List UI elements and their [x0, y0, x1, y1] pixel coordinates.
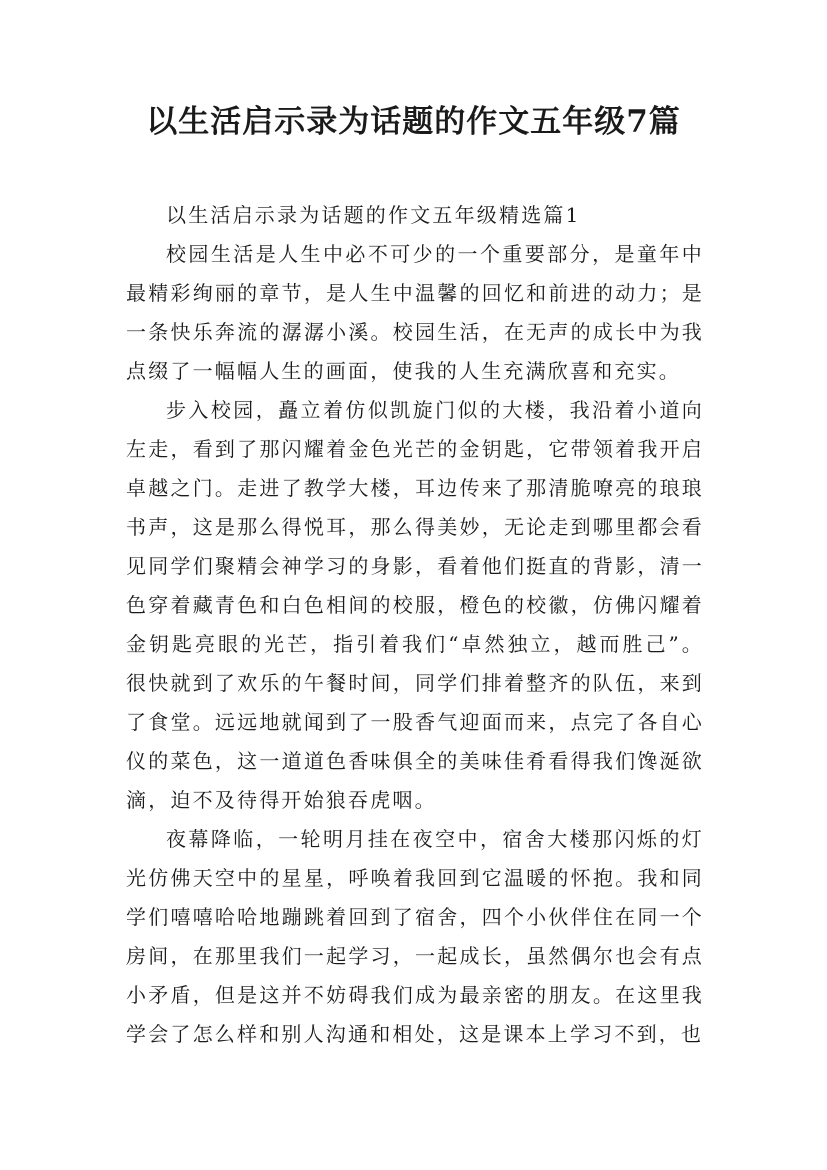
document-title: 以生活启示录为话题的作文五年级7篇: [146, 104, 681, 140]
document-body: [126, 196, 704, 1054]
section-heading: 以生活启示录为话题的作文五年级精选篇1: [166, 203, 581, 227]
paragraph-1: 校园生活是人生中必不可少的一个重要部分，是童年中最精彩绚丽的章节，是人生中温馨的回忆和前进的动力；是一条快乐奔流的潺潺小溪。校园生活，在无声的成长中为我点缀了一幅幅人生的画面，使我的人生充满欣喜和充实。: [126, 242, 704, 383]
paragraph-3: 夜幕降临，一轮明月挂在夜空中，宿舍大楼那闪烁的灯光仿佛天空中的星星，呼唤着我回到它温暖的怀抱。我和同学们嘻嘻哈哈地蹦跳着回到了宿舍，四个小伙伴住在同一个房间，在那里我们一起学习，一起成长，虽然偶尔也会有点小矛盾，但是这并不妨碍我们成为最亲密的朋友。在这里我学会了怎么样和别人沟通和相处，这是课本上学习不到，也: [126, 827, 704, 1046]
paragraph-2: 步入校园，矗立着仿似凯旋门似的大楼，我沿着小道向左走，看到了那闪耀着金色光芒的金钥匙，它带领着我开启卓越之门。走进了教学大楼，耳边传来了那清脆嘹亮的琅琅书声，这是那么得悦耳，那么得美妙，无论走到哪里都会看见同学们聚精会神学习的身影，看着他们挺直的背影，清一色穿着藏青色和白色相间的校服，橙色的校徽，仿佛闪耀着金钥匙亮眼的光芒，指引着我们“卓然独立，越而胜己”。很快就到了欢乐的午餐时间，同学们排着整齐的队伍，来到了食堂。远远地就闻到了一股香气迎面而来，点完了各自心仪的菜色，这一道道色香味俱全的美味佳肴看得我们馋涎欲滴，迫不及待得开始狼吞虎咽。: [126, 398, 704, 812]
